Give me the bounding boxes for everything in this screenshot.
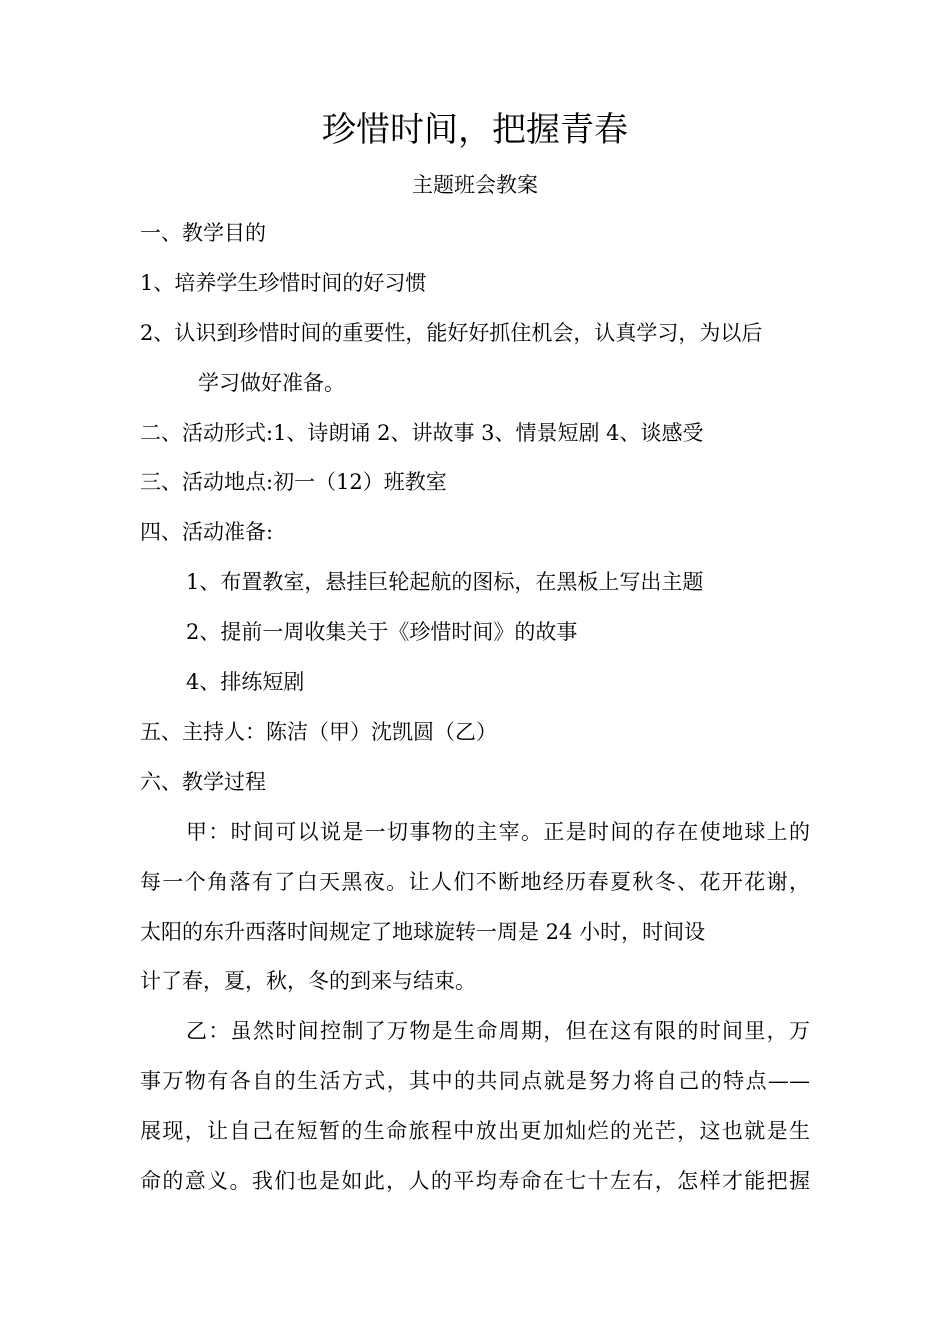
paragraph-yi-line: 事万物有各自的生活方式，其中的共同点就是努力将自己的特点—— bbox=[140, 1069, 810, 1093]
paragraph-jia-line: 太阳的东升西落时间规定了地球旋转一周是 24 小时，时间设 bbox=[140, 920, 706, 944]
section-activity-location: 三、活动地点:初一（12）班教室 bbox=[140, 470, 447, 494]
preparation-item-4: 4、排练短剧 bbox=[186, 670, 305, 694]
purpose-item-2: 2、认识到珍惜时间的重要性，能好好抓住机会，认真学习，为以后 bbox=[140, 321, 763, 345]
paragraph-yi-line: 命的意义。我们也是如此，人的平均寿命在七十左右，怎样才能把握 bbox=[140, 1169, 810, 1193]
section-hosts: 五、主持人：陈洁（甲）沈凯圆（乙） bbox=[140, 720, 497, 744]
document-subtitle: 主题班会教案 bbox=[412, 173, 538, 197]
section-activity-form: 二、活动形式:1、诗朗诵 2、讲故事 3、情景短剧 4、谈感受 bbox=[140, 421, 704, 445]
preparation-item-2: 2、提前一周收集关于《珍惜时间》的故事 bbox=[186, 620, 578, 644]
section-heading-purpose: 一、教学目的 bbox=[140, 221, 266, 245]
paragraph-jia-line: 甲：时间可以说是一切事物的主宰。正是时间的存在使地球上的 bbox=[186, 820, 810, 844]
paragraph-yi-line: 展现，让自己在短暂的生命旅程中放出更加灿烂的光芒，这也就是生 bbox=[140, 1119, 810, 1143]
paragraph-jia-line: 每一个角落有了白天黑夜。让人们不断地经历春夏秋冬、花开花谢， bbox=[140, 870, 810, 894]
section-heading-preparation: 四、活动准备: bbox=[140, 520, 274, 544]
purpose-item-2-continued: 学习做好准备。 bbox=[198, 371, 345, 395]
purpose-item-1: 1、培养学生珍惜时间的好习惯 bbox=[140, 271, 427, 295]
paragraph-yi-line: 乙：虽然时间控制了万物是生命周期，但在这有限的时间里，万 bbox=[186, 1019, 810, 1043]
document-title: 珍惜时间，把握青春 bbox=[322, 110, 628, 150]
paragraph-jia-line: 计了春，夏，秋，冬的到来与结束。 bbox=[140, 969, 476, 993]
section-heading-process: 六、教学过程 bbox=[140, 770, 266, 794]
preparation-item-1: 1、布置教室，悬挂巨轮起航的图标，在黑板上写出主题 bbox=[186, 570, 704, 594]
